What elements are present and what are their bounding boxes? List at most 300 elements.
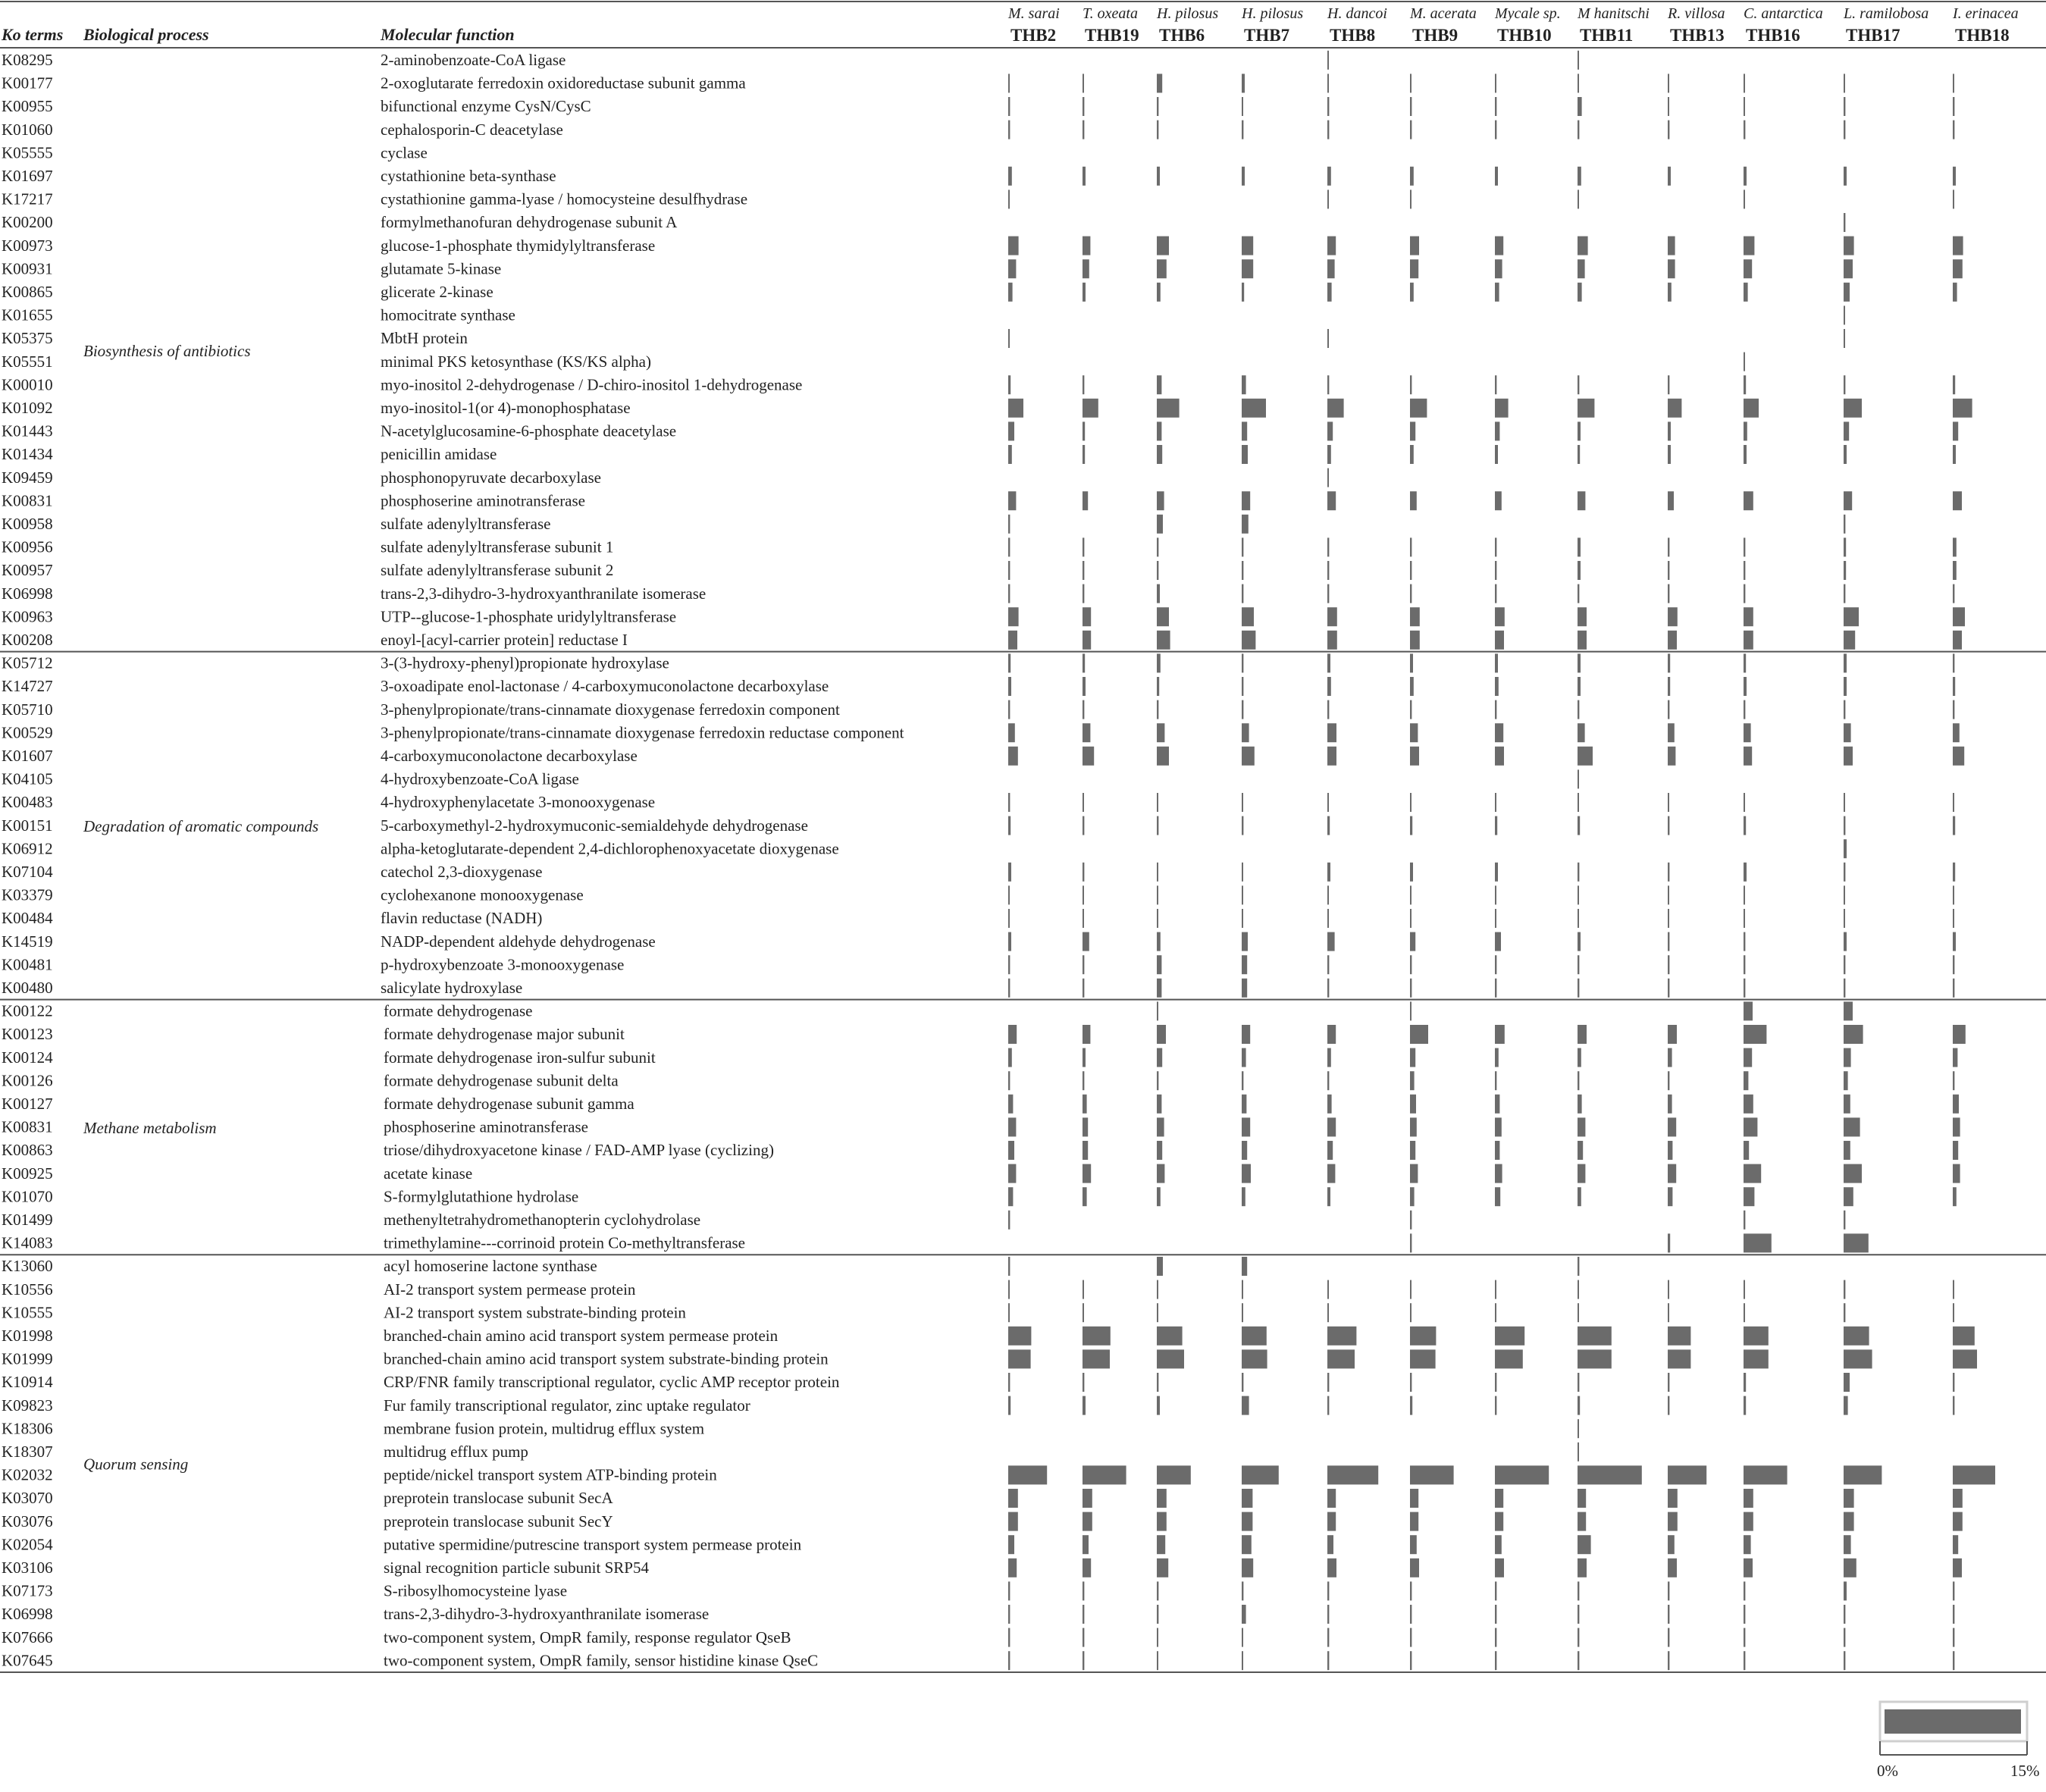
ko-term-label: K00010 [2, 375, 53, 394]
molecular-function-label: signal recognition particle subunit SRP54 [384, 1559, 649, 1577]
bar-k10555-thb13 [1668, 1303, 1669, 1322]
bar-k00957-thb2 [1008, 561, 1010, 580]
bar-k08295-thb8 [1327, 51, 1329, 70]
bar-k00483-thb17 [1844, 793, 1845, 812]
bar-k14519-thb16 [1744, 932, 1745, 951]
bar-k14727-thb6 [1157, 677, 1159, 696]
ko-term-label: K01999 [2, 1349, 53, 1368]
ko-term-label: K10555 [2, 1303, 53, 1322]
bar-k07173-thb16 [1744, 1581, 1745, 1600]
bar-k00480-thb10 [1495, 979, 1496, 998]
molecular-function-label: formate dehydrogenase subunit gamma [384, 1095, 634, 1113]
bar-k01434-thb18 [1953, 445, 1956, 464]
bar-k10556-thb9 [1410, 1280, 1412, 1299]
bar-k09823-thb13 [1668, 1396, 1669, 1415]
molecular-function-label: p-hydroxybenzoate 3-monooxygenase [381, 955, 625, 974]
molecular-function-label: CRP/FNR family transcriptional regulator, cyclic AMP receptor protein [384, 1373, 840, 1392]
molecular-function-label: 3-(3-hydroxy-phenyl)propionate hydroxylase [381, 653, 669, 672]
bar-k06998-thb13 [1668, 1605, 1669, 1624]
bar-k01697-thb19 [1083, 167, 1086, 186]
bar-k00208-thb10 [1495, 631, 1504, 650]
bar-k07645-thb18 [1953, 1651, 1954, 1670]
molecular-function-label: 4-carboxymuconolactone decarboxylase [381, 747, 638, 765]
ko-term-label: K07104 [2, 863, 53, 881]
bar-k00931-thb18 [1953, 259, 1963, 278]
bar-k14519-thb17 [1844, 932, 1847, 951]
molecular-function-label: N-acetylglucosamine-6-phosphate deacetylase [381, 421, 677, 440]
ko-term-label: K00484 [2, 909, 53, 928]
bar-k00973-thb2 [1008, 237, 1019, 255]
bar-k00151-thb9 [1410, 816, 1412, 835]
bar-k03070-thb10 [1495, 1489, 1503, 1508]
molecular-function-label: penicillin amidase [381, 445, 497, 464]
ko-term-label: K01655 [2, 305, 53, 324]
bar-k00865-thb9 [1410, 283, 1414, 302]
bar-k02032-thb7 [1242, 1465, 1279, 1484]
bar-k00529-thb11 [1578, 723, 1585, 742]
bar-k06998-thb17 [1844, 584, 1845, 603]
molecular-function-label: homocitrate synthase [381, 305, 515, 324]
bar-k07104-thb17 [1844, 863, 1845, 882]
bar-k00863-thb7 [1242, 1141, 1247, 1160]
bar-k00124-thb7 [1242, 1048, 1246, 1067]
bar-k00931-thb13 [1668, 259, 1675, 278]
ko-term-label: K06998 [2, 584, 53, 603]
bar-k00200-thb17 [1844, 213, 1845, 232]
molecular-function-label: acetate kinase [384, 1164, 473, 1183]
bar-k00126-thb17 [1844, 1071, 1848, 1090]
bar-k01998-thb9 [1410, 1327, 1436, 1346]
bar-k14727-thb9 [1410, 677, 1414, 696]
bar-k05712-thb19 [1083, 653, 1085, 672]
bar-k00481-thb16 [1744, 955, 1745, 974]
bar-k00127-thb7 [1242, 1095, 1246, 1114]
bar-k00127-thb10 [1495, 1095, 1499, 1114]
bar-k01092-thb9 [1410, 399, 1427, 418]
bar-k00151-thb2 [1008, 816, 1010, 835]
bar-k01060-thb9 [1410, 121, 1412, 139]
bar-k00010-thb16 [1744, 375, 1746, 394]
bar-k01607-thb18 [1953, 747, 1964, 766]
bar-k05375-thb8 [1327, 329, 1329, 348]
bar-k00863-thb18 [1953, 1141, 1958, 1160]
species-code-label: THB2 [1010, 26, 1057, 45]
bar-k01697-thb2 [1008, 167, 1012, 186]
bar-k01070-thb6 [1157, 1187, 1161, 1206]
bar-k00973-thb11 [1578, 237, 1588, 255]
bar-k00208-thb17 [1844, 631, 1855, 650]
ko-term-label: K03379 [2, 885, 53, 904]
bar-k01443-thb13 [1668, 421, 1671, 440]
bar-k00010-thb19 [1083, 375, 1084, 394]
bar-k00957-thb13 [1668, 561, 1669, 580]
bar-k03379-thb7 [1242, 885, 1243, 904]
molecular-function-label: sulfate adenylyltransferase subunit 2 [381, 561, 614, 580]
bar-k01070-thb11 [1578, 1187, 1581, 1206]
bar-k05710-thb18 [1953, 700, 1954, 719]
ko-term-label: K06998 [2, 1605, 53, 1624]
bar-k07104-thb13 [1668, 863, 1669, 882]
bar-k00480-thb6 [1157, 979, 1161, 998]
bar-k00831-thb18 [1953, 1117, 1960, 1136]
bar-k00177-thb7 [1242, 74, 1245, 92]
ko-term-label: K00483 [2, 793, 53, 812]
ko-term-label: K09459 [2, 468, 53, 487]
bar-k00484-thb2 [1008, 909, 1010, 928]
bar-k01092-thb16 [1744, 399, 1759, 418]
bar-k02032-thb18 [1953, 1465, 1995, 1484]
bar-k00481-thb13 [1668, 955, 1669, 974]
species-name-label: M. acerata [1410, 5, 1477, 22]
bar-k01092-thb18 [1953, 399, 1972, 418]
bar-k00529-thb9 [1410, 723, 1418, 742]
ko-term-label: K14519 [2, 932, 53, 951]
ko-term-label: K00956 [2, 537, 53, 556]
bar-k05710-thb13 [1668, 700, 1669, 719]
bar-k00963-thb17 [1844, 607, 1859, 626]
bar-k00483-thb2 [1008, 793, 1010, 812]
bar-k00957-thb7 [1242, 561, 1243, 580]
bar-k00484-thb18 [1953, 909, 1954, 928]
bar-k00177-thb10 [1495, 74, 1496, 92]
bar-k05710-thb2 [1008, 700, 1010, 719]
bar-k03076-thb7 [1242, 1512, 1252, 1531]
bar-k00865-thb16 [1744, 283, 1748, 302]
bar-k03070-thb16 [1744, 1489, 1753, 1508]
ko-term-label: K03106 [2, 1559, 53, 1577]
bar-k00831-thb8 [1327, 1117, 1336, 1136]
bar-k00957-thb8 [1327, 561, 1329, 580]
bar-k10555-thb8 [1327, 1303, 1329, 1322]
bar-k00483-thb16 [1744, 793, 1745, 812]
bar-k00925-thb10 [1495, 1164, 1502, 1183]
bar-k01070-thb10 [1495, 1187, 1500, 1206]
bar-k02054-thb17 [1844, 1535, 1851, 1554]
bar-k01443-thb16 [1744, 421, 1747, 440]
bar-k07173-thb13 [1668, 1581, 1669, 1600]
bar-k07645-thb17 [1844, 1651, 1845, 1670]
species-code-label: THB19 [1085, 26, 1139, 45]
bar-k00865-thb18 [1953, 283, 1957, 302]
bar-k00831-thb7 [1242, 491, 1250, 510]
molecular-function-label: flavin reductase (NADH) [381, 909, 543, 928]
ko-term-label: K00963 [2, 607, 53, 626]
bar-k03076-thb11 [1578, 1512, 1586, 1531]
bar-k00123-thb8 [1327, 1025, 1336, 1044]
bar-k00124-thb16 [1744, 1048, 1752, 1067]
bar-k07666-thb6 [1157, 1628, 1158, 1647]
ko-term-label: K14083 [2, 1233, 53, 1252]
bar-k01434-thb7 [1242, 445, 1248, 464]
bar-k10555-thb2 [1008, 1303, 1010, 1322]
bar-k00955-thb18 [1953, 97, 1954, 116]
bar-k05712-thb18 [1953, 653, 1954, 672]
bar-k10555-thb11 [1578, 1303, 1579, 1322]
bar-k01499-thb2 [1008, 1211, 1010, 1230]
bar-k07173-thb17 [1844, 1581, 1847, 1600]
bar-k06998-thb8 [1327, 584, 1329, 603]
bar-k00124-thb11 [1578, 1048, 1581, 1067]
biological-process-label: Degradation of aromatic compounds [83, 817, 319, 836]
bar-k05375-thb17 [1844, 329, 1845, 348]
ko-term-label: K02032 [2, 1465, 53, 1484]
bar-k06998-thb2 [1008, 584, 1010, 603]
molecular-function-label: NADP-dependent aldehyde dehydrogenase [381, 932, 656, 951]
bar-k07173-thb11 [1578, 1581, 1579, 1600]
bar-k01607-thb13 [1668, 747, 1675, 766]
bar-k00208-thb2 [1008, 631, 1017, 650]
bar-k01998-thb13 [1668, 1327, 1690, 1346]
molecular-function-label: 5-carboxymethyl-2-hydroxymuconic-semialdehyde dehydrogenase [381, 816, 808, 835]
molecular-function-label: trimethylamine---corrinoid protein Co-methyltransferase [384, 1233, 746, 1252]
bar-k14727-thb18 [1953, 677, 1955, 696]
bar-k00955-thb10 [1495, 97, 1496, 116]
bar-k00865-thb11 [1578, 283, 1582, 302]
molecular-function-label: peptide/nickel transport system ATP-binding protein [384, 1465, 717, 1484]
ko-term-label: K00931 [2, 259, 53, 278]
bar-k01443-thb10 [1495, 421, 1499, 440]
bar-k00957-thb11 [1578, 561, 1581, 580]
bar-k04105-thb11 [1578, 769, 1579, 788]
species-code-label: THB13 [1670, 26, 1725, 45]
bar-k01070-thb13 [1668, 1187, 1672, 1206]
bar-k00865-thb17 [1844, 283, 1850, 302]
bar-k00973-thb10 [1495, 237, 1503, 255]
bar-k00126-thb7 [1242, 1071, 1243, 1090]
bar-k00481-thb17 [1844, 955, 1845, 974]
ko-term-label: K00200 [2, 213, 53, 232]
bar-k00865-thb10 [1495, 283, 1499, 302]
molecular-function-label: 3-phenylpropionate/trans-cinnamate dioxygenase ferredoxin component [381, 700, 840, 719]
bar-k03070-thb9 [1410, 1489, 1418, 1508]
bar-k02032-thb19 [1083, 1465, 1126, 1484]
bar-k14519-thb2 [1008, 932, 1011, 951]
bar-k07645-thb13 [1668, 1651, 1669, 1670]
bar-k10555-thb6 [1157, 1303, 1158, 1322]
bar-k18307-thb11 [1578, 1443, 1579, 1461]
bar-k00124-thb6 [1157, 1048, 1162, 1067]
bar-k01697-thb13 [1668, 167, 1671, 186]
bar-k09823-thb7 [1242, 1396, 1249, 1415]
species-code-label: THB18 [1955, 26, 2010, 45]
bar-k00925-thb9 [1410, 1164, 1418, 1183]
bar-k10555-thb19 [1083, 1303, 1084, 1322]
ko-term-label: K07645 [2, 1651, 53, 1670]
bar-k14727-thb17 [1844, 677, 1847, 696]
bar-k00126-thb8 [1327, 1071, 1329, 1090]
bar-k00010-thb11 [1578, 375, 1579, 394]
bar-k00863-thb11 [1578, 1141, 1583, 1160]
bar-k07666-thb7 [1242, 1628, 1243, 1647]
bar-k00831-thb18 [1953, 491, 1962, 510]
bar-k17217-thb2 [1008, 190, 1010, 208]
bar-k05710-thb6 [1157, 700, 1158, 719]
bar-k10555-thb18 [1953, 1303, 1954, 1322]
bar-k02032-thb2 [1008, 1465, 1047, 1484]
ko-term-label: K01092 [2, 399, 53, 417]
bar-k00863-thb10 [1495, 1141, 1499, 1160]
bar-k03106-thb7 [1242, 1559, 1253, 1577]
bar-k01070-thb7 [1242, 1187, 1245, 1206]
bar-k17217-thb18 [1953, 190, 1954, 208]
bar-k06998-thb11 [1578, 1605, 1579, 1624]
bar-k02032-thb17 [1844, 1465, 1882, 1484]
species-name-label: Mycale sp. [1495, 5, 1561, 22]
ko-term-label: K03076 [2, 1512, 53, 1530]
bar-k09823-thb9 [1410, 1396, 1412, 1415]
bar-k00484-thb17 [1844, 909, 1845, 928]
molecular-function-label: bifunctional enzyme CysN/CysC [381, 97, 591, 116]
bar-k01999-thb16 [1744, 1349, 1769, 1368]
bar-k07666-thb2 [1008, 1628, 1010, 1647]
bar-k01999-thb13 [1668, 1349, 1690, 1368]
species-code-label: THB8 [1330, 26, 1376, 45]
ko-term-label: K01070 [2, 1187, 53, 1206]
ko-term-label: K00831 [2, 1117, 53, 1136]
bar-k00973-thb13 [1668, 237, 1675, 255]
bar-k00931-thb19 [1083, 259, 1089, 278]
column-headers [1, 25, 515, 44]
bar-k00957-thb6 [1157, 561, 1158, 580]
bar-k14727-thb13 [1668, 677, 1670, 696]
bar-k09823-thb6 [1157, 1396, 1160, 1415]
bar-k00925-thb19 [1083, 1164, 1091, 1183]
bar-k00957-thb9 [1410, 561, 1412, 580]
species-code-label: THB16 [1746, 26, 1800, 45]
bar-k00963-thb9 [1410, 607, 1420, 626]
bar-k01999-thb19 [1083, 1349, 1110, 1368]
bar-k00955-thb13 [1668, 97, 1669, 116]
bar-k07173-thb18 [1953, 1581, 1954, 1600]
ko-term-label: K00123 [2, 1025, 53, 1044]
bar-k00973-thb19 [1083, 237, 1090, 255]
bar-k00484-thb8 [1327, 909, 1329, 928]
bar-k09823-thb18 [1953, 1396, 1954, 1415]
molecular-function-label: glicerate 2-kinase [381, 283, 493, 301]
bar-k00151-thb8 [1327, 816, 1330, 835]
biological-process-label: Quorum sensing [83, 1455, 189, 1474]
ko-term-label: K00151 [2, 816, 53, 835]
bar-k09823-thb17 [1844, 1396, 1848, 1415]
bar-k00483-thb18 [1953, 793, 1954, 812]
bar-k00963-thb2 [1008, 607, 1019, 626]
bar-k07173-thb10 [1495, 1581, 1496, 1600]
bar-k06998-thb16 [1744, 584, 1745, 603]
bar-k10556-thb11 [1578, 1280, 1579, 1299]
bar-k00529-thb6 [1157, 723, 1164, 742]
bar-k00956-thb18 [1953, 537, 1957, 556]
bar-k03076-thb6 [1157, 1512, 1167, 1531]
bar-k00126-thb13 [1668, 1071, 1669, 1090]
bar-k14727-thb16 [1744, 677, 1747, 696]
bar-k01060-thb18 [1953, 121, 1954, 139]
molecular-function-label: preprotein translocase subunit SecY [384, 1512, 613, 1530]
bar-k01434-thb19 [1083, 445, 1085, 464]
bar-k02032-thb16 [1744, 1465, 1788, 1484]
bar-k00931-thb7 [1242, 259, 1253, 278]
bar-k00123-thb10 [1495, 1025, 1505, 1044]
species-name-label: T. oxeata [1083, 5, 1138, 22]
bar-k00863-thb17 [1844, 1141, 1850, 1160]
bar-k00831-thb16 [1744, 491, 1753, 510]
bar-k03070-thb19 [1083, 1489, 1092, 1508]
bar-k00480-thb19 [1083, 979, 1084, 998]
bar-k01999-thb10 [1495, 1349, 1523, 1368]
bar-k03076-thb2 [1008, 1512, 1018, 1531]
bar-k00958-thb17 [1844, 515, 1845, 534]
bar-k01697-thb16 [1744, 167, 1747, 186]
molecular-function-label: formate dehydrogenase major subunit [384, 1025, 625, 1044]
molecular-function-label: trans-2,3-dihydro-3-hydroxyanthranilate isomerase [381, 584, 707, 603]
bar-k01070-thb9 [1410, 1187, 1415, 1206]
bar-k14083-thb16 [1744, 1233, 1772, 1252]
bar-k00480-thb8 [1327, 979, 1329, 998]
bar-k09823-thb11 [1578, 1396, 1580, 1415]
bar-k10914-thb2 [1008, 1373, 1010, 1392]
bar-k00481-thb9 [1410, 955, 1412, 974]
molecular-function-label: two-component system, OmpR family, sensor histidine kinase QseC [384, 1651, 819, 1670]
ko-term-label: K14727 [2, 677, 53, 696]
bar-k01998-thb11 [1578, 1327, 1612, 1346]
bar-k00124-thb19 [1083, 1048, 1086, 1067]
species-headers [1007, 5, 2019, 45]
bar-k00963-thb6 [1157, 607, 1169, 626]
bar-k09823-thb2 [1008, 1396, 1010, 1415]
bar-k00963-thb13 [1668, 607, 1678, 626]
bar-k00010-thb6 [1157, 375, 1161, 394]
bar-k00127-thb11 [1578, 1095, 1582, 1114]
bar-k07173-thb2 [1008, 1581, 1010, 1600]
bar-k10914-thb7 [1242, 1373, 1243, 1392]
bar-k01999-thb7 [1242, 1349, 1267, 1368]
ko-term-label: K00863 [2, 1141, 53, 1160]
bar-k06998-thb19 [1083, 1605, 1084, 1624]
bar-k01998-thb17 [1844, 1327, 1869, 1346]
molecular-function-label: S-ribosylhomocysteine lyase [384, 1581, 568, 1600]
bar-k10556-thb10 [1495, 1280, 1496, 1299]
bar-k00973-thb8 [1327, 237, 1336, 255]
bar-k06998-thb17 [1844, 1605, 1845, 1624]
bar-k00956-thb17 [1844, 537, 1846, 556]
bar-k01434-thb17 [1844, 445, 1847, 464]
bar-k03379-thb6 [1157, 885, 1158, 904]
bar-k10914-thb17 [1844, 1373, 1850, 1392]
bar-k00529-thb16 [1744, 723, 1751, 742]
bar-k01697-thb6 [1157, 167, 1160, 186]
bar-k03379-thb17 [1844, 885, 1845, 904]
bar-k00931-thb8 [1327, 259, 1335, 278]
bar-k00208-thb11 [1578, 631, 1587, 650]
bar-k00863-thb9 [1410, 1141, 1415, 1160]
bar-k07104-thb7 [1242, 863, 1243, 882]
bar-k01060-thb17 [1844, 121, 1845, 139]
molecular-function-label: alpha-ketoglutarate-dependent 2,4-dichlorophenoxyacetate dioxygenase [381, 839, 839, 858]
bar-k09823-thb19 [1083, 1396, 1086, 1415]
bar-k14083-thb17 [1844, 1233, 1869, 1252]
bar-k01434-thb16 [1744, 445, 1747, 464]
bar-k07173-thb7 [1242, 1581, 1243, 1600]
bar-k06998-thb10 [1495, 1605, 1496, 1624]
bar-k01499-thb17 [1844, 1211, 1845, 1230]
bar-k01060-thb13 [1668, 121, 1669, 139]
bar-k00955-thb11 [1578, 97, 1582, 116]
bar-k05710-thb11 [1578, 700, 1579, 719]
bar-k00123-thb19 [1083, 1025, 1090, 1044]
bar-k00124-thb10 [1495, 1048, 1499, 1067]
bar-k07666-thb18 [1953, 1628, 1954, 1647]
bar-k06998-thb13 [1668, 584, 1669, 603]
bar-k00957-thb17 [1844, 561, 1846, 580]
